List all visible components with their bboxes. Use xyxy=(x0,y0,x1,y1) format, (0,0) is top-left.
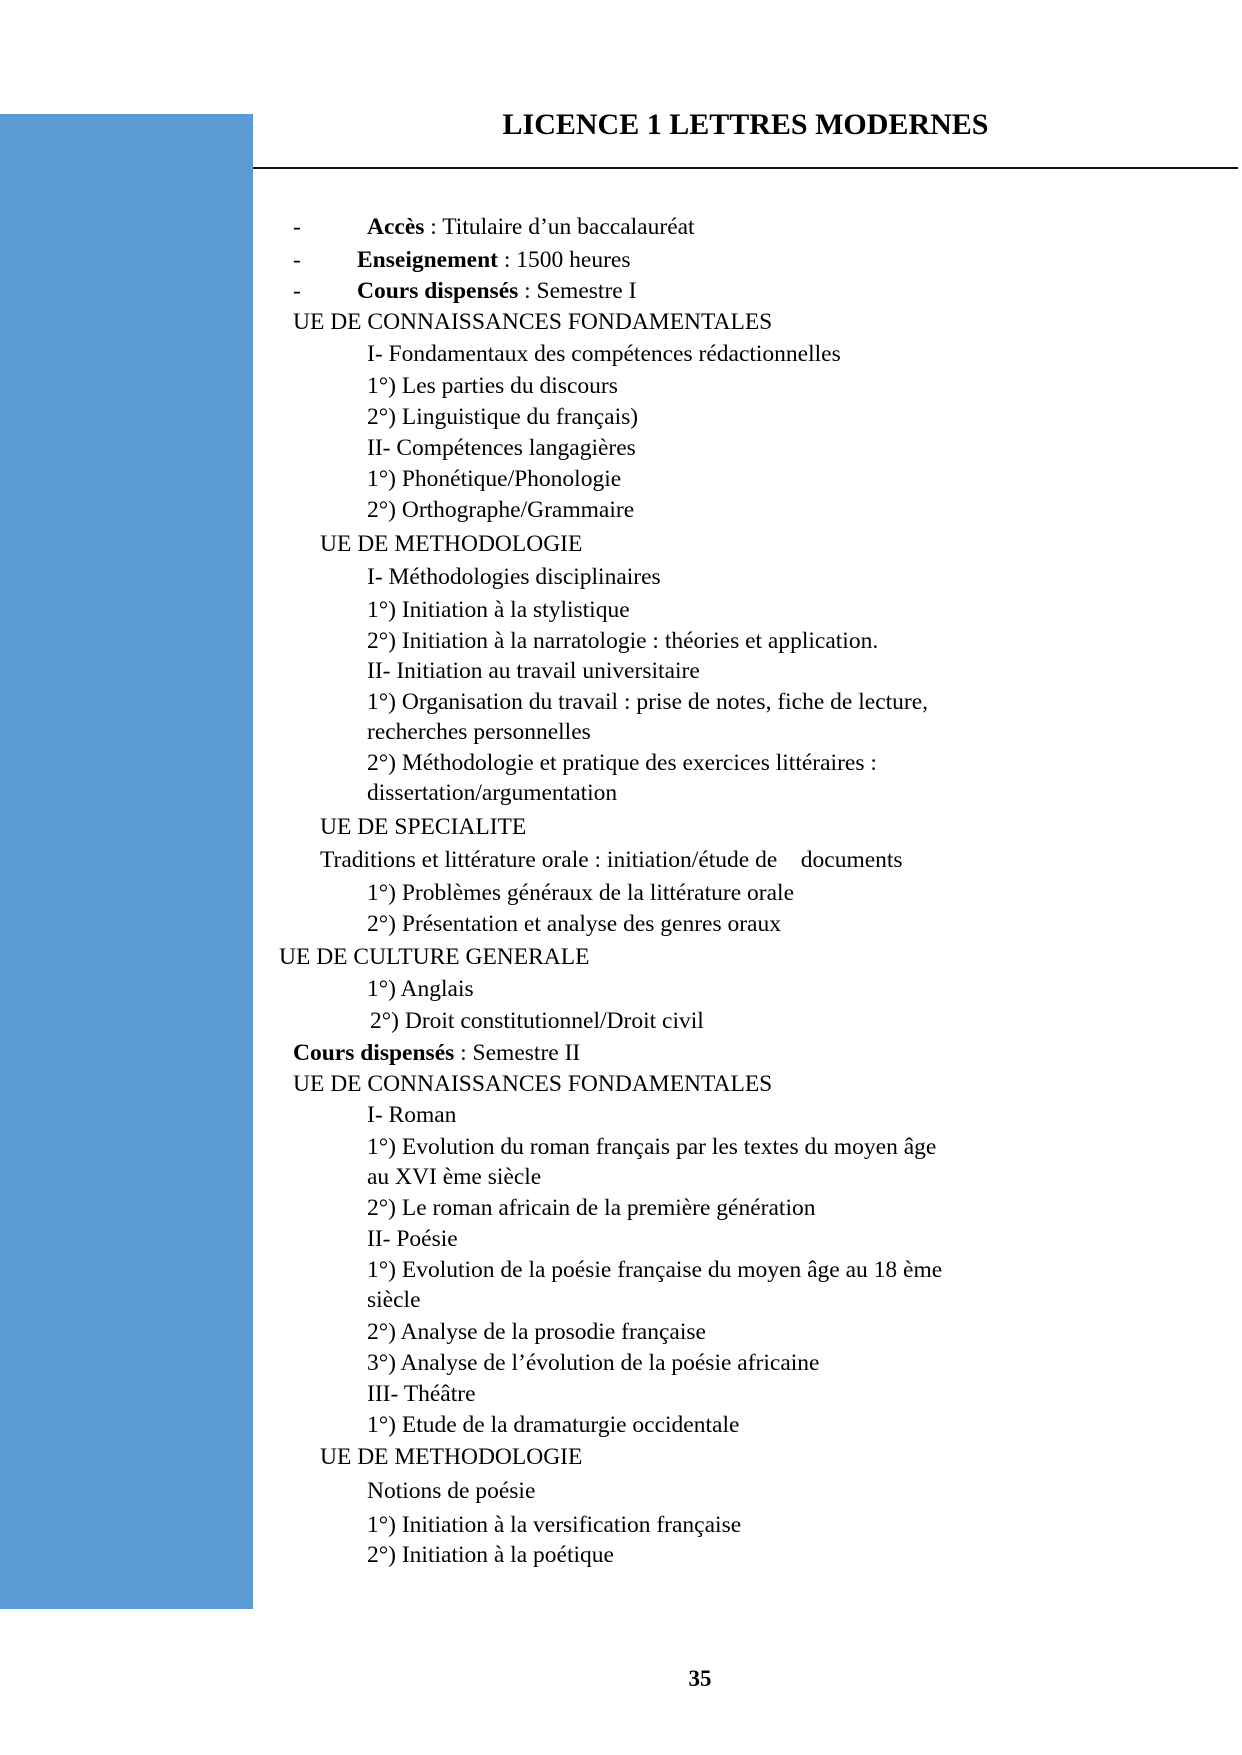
bullet-dash: - xyxy=(293,247,301,273)
intro-value: : 1500 heures xyxy=(498,247,631,273)
course-line: 1°) Evolution de la poésie française du moyen âge au 18 ème xyxy=(367,1257,943,1283)
course-line: II- Compétences langagières xyxy=(367,435,636,461)
course-line: 2°) Analyse de la prosodie française xyxy=(367,1319,706,1345)
course-line: 1°) Phonétique/Phonologie xyxy=(367,466,622,492)
course-line: 2°) Initiation à la narratologie : théories et application. xyxy=(367,628,879,654)
course-line: Notions de poésie xyxy=(367,1478,536,1504)
intro-value: : Titulaire d’un baccalauréat xyxy=(424,214,695,240)
course-line: 1°) Organisation du travail : prise de notes, fiche de lecture, xyxy=(367,689,929,715)
bullet-dash: - xyxy=(293,278,301,304)
page-title: LICENCE 1 LETTRES MODERNES xyxy=(502,108,989,141)
ue-heading: UE DE SPECIALITE xyxy=(320,814,527,840)
course-line: 2°) Linguistique du français) xyxy=(367,404,639,430)
course-line: III- Théâtre xyxy=(367,1381,476,1407)
course-line: 2°) Initiation à la poétique xyxy=(367,1542,614,1568)
course-line: recherches personnelles xyxy=(367,719,591,745)
ue-heading: UE DE CULTURE GENERALE xyxy=(279,944,590,970)
intro-access xyxy=(367,213,695,241)
ue-heading: UE DE CONNAISSANCES FONDAMENTALES xyxy=(293,1071,773,1097)
page-number: 35 xyxy=(688,1666,712,1691)
course-line: 2°) Présentation et analyse des genres oraux xyxy=(367,911,781,937)
intro-value: : Semestre I xyxy=(518,278,637,304)
semester2-value: : Semestre II xyxy=(454,1040,581,1066)
intro-label: Accès xyxy=(367,214,425,240)
course-line: dissertation/argumentation xyxy=(367,780,618,806)
course-subheading: Traditions et littérature orale : initiation/étude de documents xyxy=(320,847,903,873)
ue-heading: UE DE METHODOLOGIE xyxy=(320,531,583,557)
course-line: au XVI ème siècle xyxy=(367,1164,542,1190)
course-line: II- Poésie xyxy=(367,1226,458,1252)
course-line: 1°) Problèmes généraux de la littérature orale xyxy=(367,880,794,906)
title-divider xyxy=(253,167,1238,169)
course-line: 1°) Initiation à la stylistique xyxy=(367,597,630,623)
intro-teaching xyxy=(357,246,631,274)
course-line: 1°) Etude de la dramaturgie occidentale xyxy=(367,1412,740,1438)
course-line: 2°) Méthodologie et pratique des exercices littéraires : xyxy=(367,750,877,776)
course-line: 2°) Le roman africain de la première génération xyxy=(367,1195,816,1221)
intro-courses xyxy=(357,277,636,305)
course-line: 2°) Orthographe/Grammaire xyxy=(367,497,635,523)
course-line: I- Méthodologies disciplinaires xyxy=(367,564,661,590)
course-line: II- Initiation au travail universitaire xyxy=(367,658,700,684)
side-color-panel xyxy=(0,114,253,1609)
semester2-header xyxy=(293,1039,580,1067)
intro-label: Enseignement xyxy=(357,247,498,273)
course-line: 1°) Evolution du roman français par les textes du moyen âge xyxy=(367,1134,937,1160)
course-line: 3°) Analyse de l’évolution de la poésie africaine xyxy=(367,1350,820,1376)
ue-heading: UE DE METHODOLOGIE xyxy=(320,1444,583,1470)
course-line: 1°) Anglais xyxy=(367,976,474,1002)
semester2-label: Cours dispensés xyxy=(293,1040,455,1066)
course-line: 1°) Les parties du discours xyxy=(367,373,618,399)
course-line: 2°) Droit constitutionnel/Droit civil xyxy=(370,1008,704,1034)
course-line: 1°) Initiation à la versification française xyxy=(367,1512,742,1538)
course-line: siècle xyxy=(367,1287,421,1313)
ue-heading: UE DE CONNAISSANCES FONDAMENTALES xyxy=(293,309,773,335)
bullet-dash: - xyxy=(293,214,301,240)
course-line: I- Roman xyxy=(367,1102,457,1128)
intro-label: Cours dispensés xyxy=(357,278,519,304)
course-line: I- Fondamentaux des compétences rédactionnelles xyxy=(367,341,841,367)
